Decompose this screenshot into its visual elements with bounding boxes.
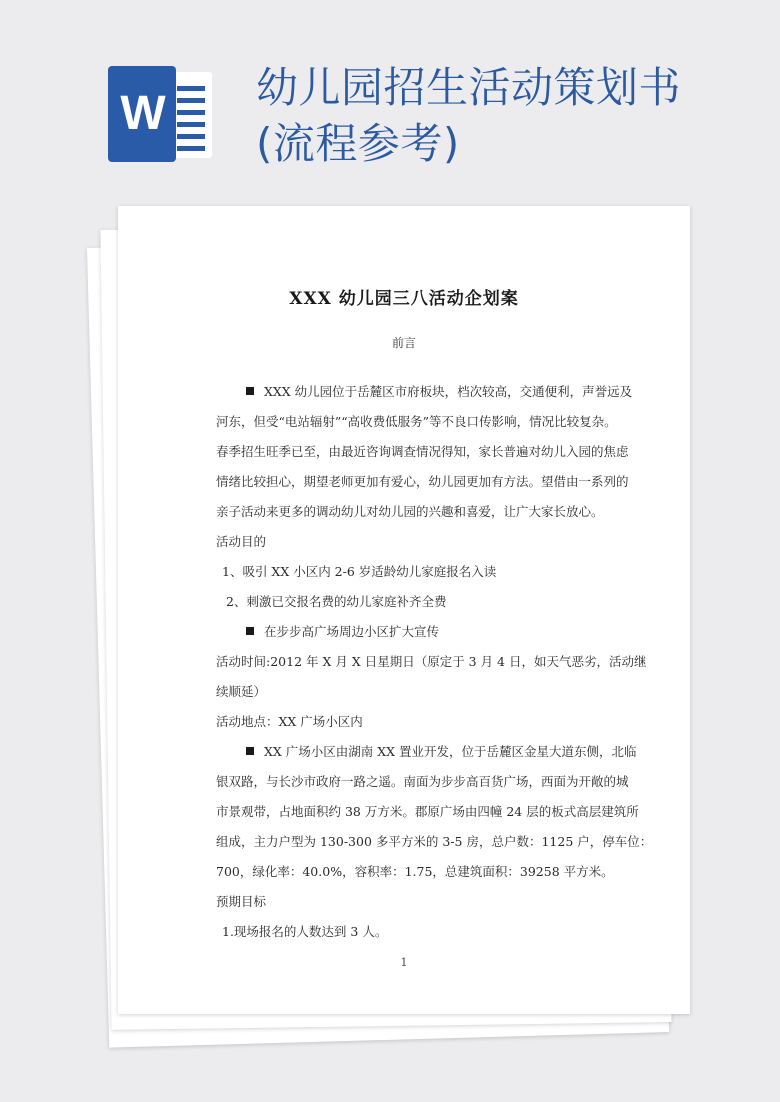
- header-title-line1: 幼儿园招生活动策划书: [256, 63, 682, 112]
- bullet-square-icon: [246, 627, 254, 635]
- paragraph-line: 河东，但受“电站辐射”“高收费低服务”等不良口传影响，情况比较复杂。: [216, 414, 617, 429]
- paragraph-line: 银双路，与长沙市政府一路之遥。南面为步步高百货广场，西面为开敞的城: [216, 774, 629, 789]
- paragraph-line: XX 广场小区由湖南 XX 置业开发，位于岳麓区金星大道东侧，北临: [246, 743, 637, 761]
- paragraph-line: 春季招生旺季已至，由最近咨询调查情况得知，家长普遍对幼儿入园的焦虑: [216, 444, 629, 459]
- document-title: XXX 幼儿园三八活动企划案: [289, 289, 519, 309]
- paragraph-line: 市景观带，占地面积约 38 万方米。郡原广场由四幢 24 层的板式高层建筑所: [216, 804, 639, 819]
- paragraph-line: XXX 幼儿园位于岳麓区市府板块，档次较高，交通便利，声誉远及: [246, 383, 632, 401]
- paragraph-line: 亲子活动来更多的调动幼儿对幼儿园的兴趣和喜爱，让广大家长放心。: [216, 504, 604, 519]
- paragraph-line: 续顺延）: [216, 684, 267, 699]
- word-document-icon: [108, 66, 212, 162]
- section-heading: 预期目标: [216, 894, 267, 909]
- paragraph-line: 情绪比较担心，期望老师更加有爱心，幼儿园更加有方法。望借由一系列的: [216, 474, 629, 489]
- paragraph-line: 组成，主力户型为 130-300 多平方米的 3-5 房，总户数：1125 户，停车位：: [216, 834, 653, 849]
- section-heading: 活动目的: [216, 534, 267, 549]
- document-page: [118, 206, 690, 1014]
- document-preface-heading: 前言: [391, 336, 416, 350]
- list-item: 2、刺激已交报名费的幼儿家庭补齐全费: [226, 594, 447, 609]
- paragraph-line: 700，绿化率：40.0%，容积率：1.75，总建筑面积：39258 平方米。: [216, 864, 614, 879]
- bullet-square-icon: [246, 387, 254, 395]
- paragraph-line: 活动地点：XX 广场小区内: [216, 714, 363, 729]
- paragraph-line: 活动时间:2012 年 X 月 X 日星期日（原定于 3 月 4 日，如天气恶劣，活动继: [216, 654, 647, 669]
- header-title-line2: (流程参考): [256, 119, 460, 168]
- bullet-square-icon: [246, 747, 254, 755]
- list-item: 在步步高广场周边小区扩大宣传: [246, 623, 439, 641]
- list-item: 1、吸引 XX 小区内 2-6 岁适龄幼儿家庭报名入读: [222, 564, 497, 579]
- header-title: [256, 60, 726, 172]
- list-item: 1.现场报名的人数达到 3 人。: [222, 924, 388, 939]
- page-number: 1: [400, 956, 408, 969]
- word-letter-badge: W: [108, 66, 176, 162]
